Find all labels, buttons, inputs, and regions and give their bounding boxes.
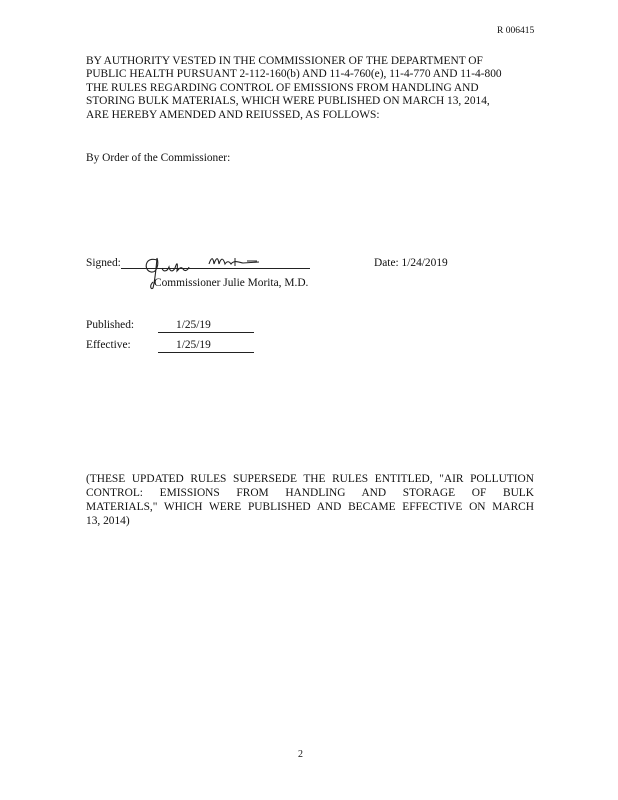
supersede-line: MATERIALS," WHICH WERE PUBLISHED AND BECAME EFFECTIVE ON MARCH [86, 501, 534, 513]
signature-date: Date: 1/24/2019 [374, 257, 448, 269]
effective-label: Effective: [86, 339, 131, 351]
authority-line: STORING BULK MATERIALS, WHICH WERE PUBLISHED ON MARCH 13, 2014, [86, 95, 490, 108]
authority-line: PUBLIC HEALTH PURSUANT 2-112-160(b) AND 11-4-760(e), 11-4-770 AND 11-4-800 [86, 68, 502, 81]
authority-line: THE RULES REGARDING CONTROL OF EMISSIONS FROM HANDLING AND [86, 81, 479, 94]
published-label: Published: [86, 319, 135, 331]
effective-date: 1/25/19 [158, 339, 254, 353]
published-date: 1/25/19 [158, 319, 254, 333]
page-number: 2 [298, 749, 303, 760]
signed-label: Signed: [86, 257, 121, 269]
order-statement: By Order of the Commissioner: [86, 152, 231, 164]
supersede-paragraph [86, 472, 534, 528]
signer-name: Commissioner Julie Morita, M.D. [154, 277, 309, 289]
authority-line: ARE HEREBY AMENDED AND REIUSSED, AS FOLLOWS: [86, 108, 380, 121]
authority-paragraph [86, 55, 526, 122]
bates-number: R 006415 [497, 26, 535, 36]
supersede-line: (THESE UPDATED RULES SUPERSEDE THE RULES ENTITLED, "AIR POLLUTION [86, 473, 534, 485]
supersede-line: 13, 2014) [86, 515, 130, 527]
supersede-line: CONTROL: EMISSIONS FROM HANDLING AND STORAGE OF BULK [86, 487, 534, 499]
authority-line: BY AUTHORITY VESTED IN THE COMMISSIONER OF THE DEPARTMENT OF [86, 55, 483, 67]
